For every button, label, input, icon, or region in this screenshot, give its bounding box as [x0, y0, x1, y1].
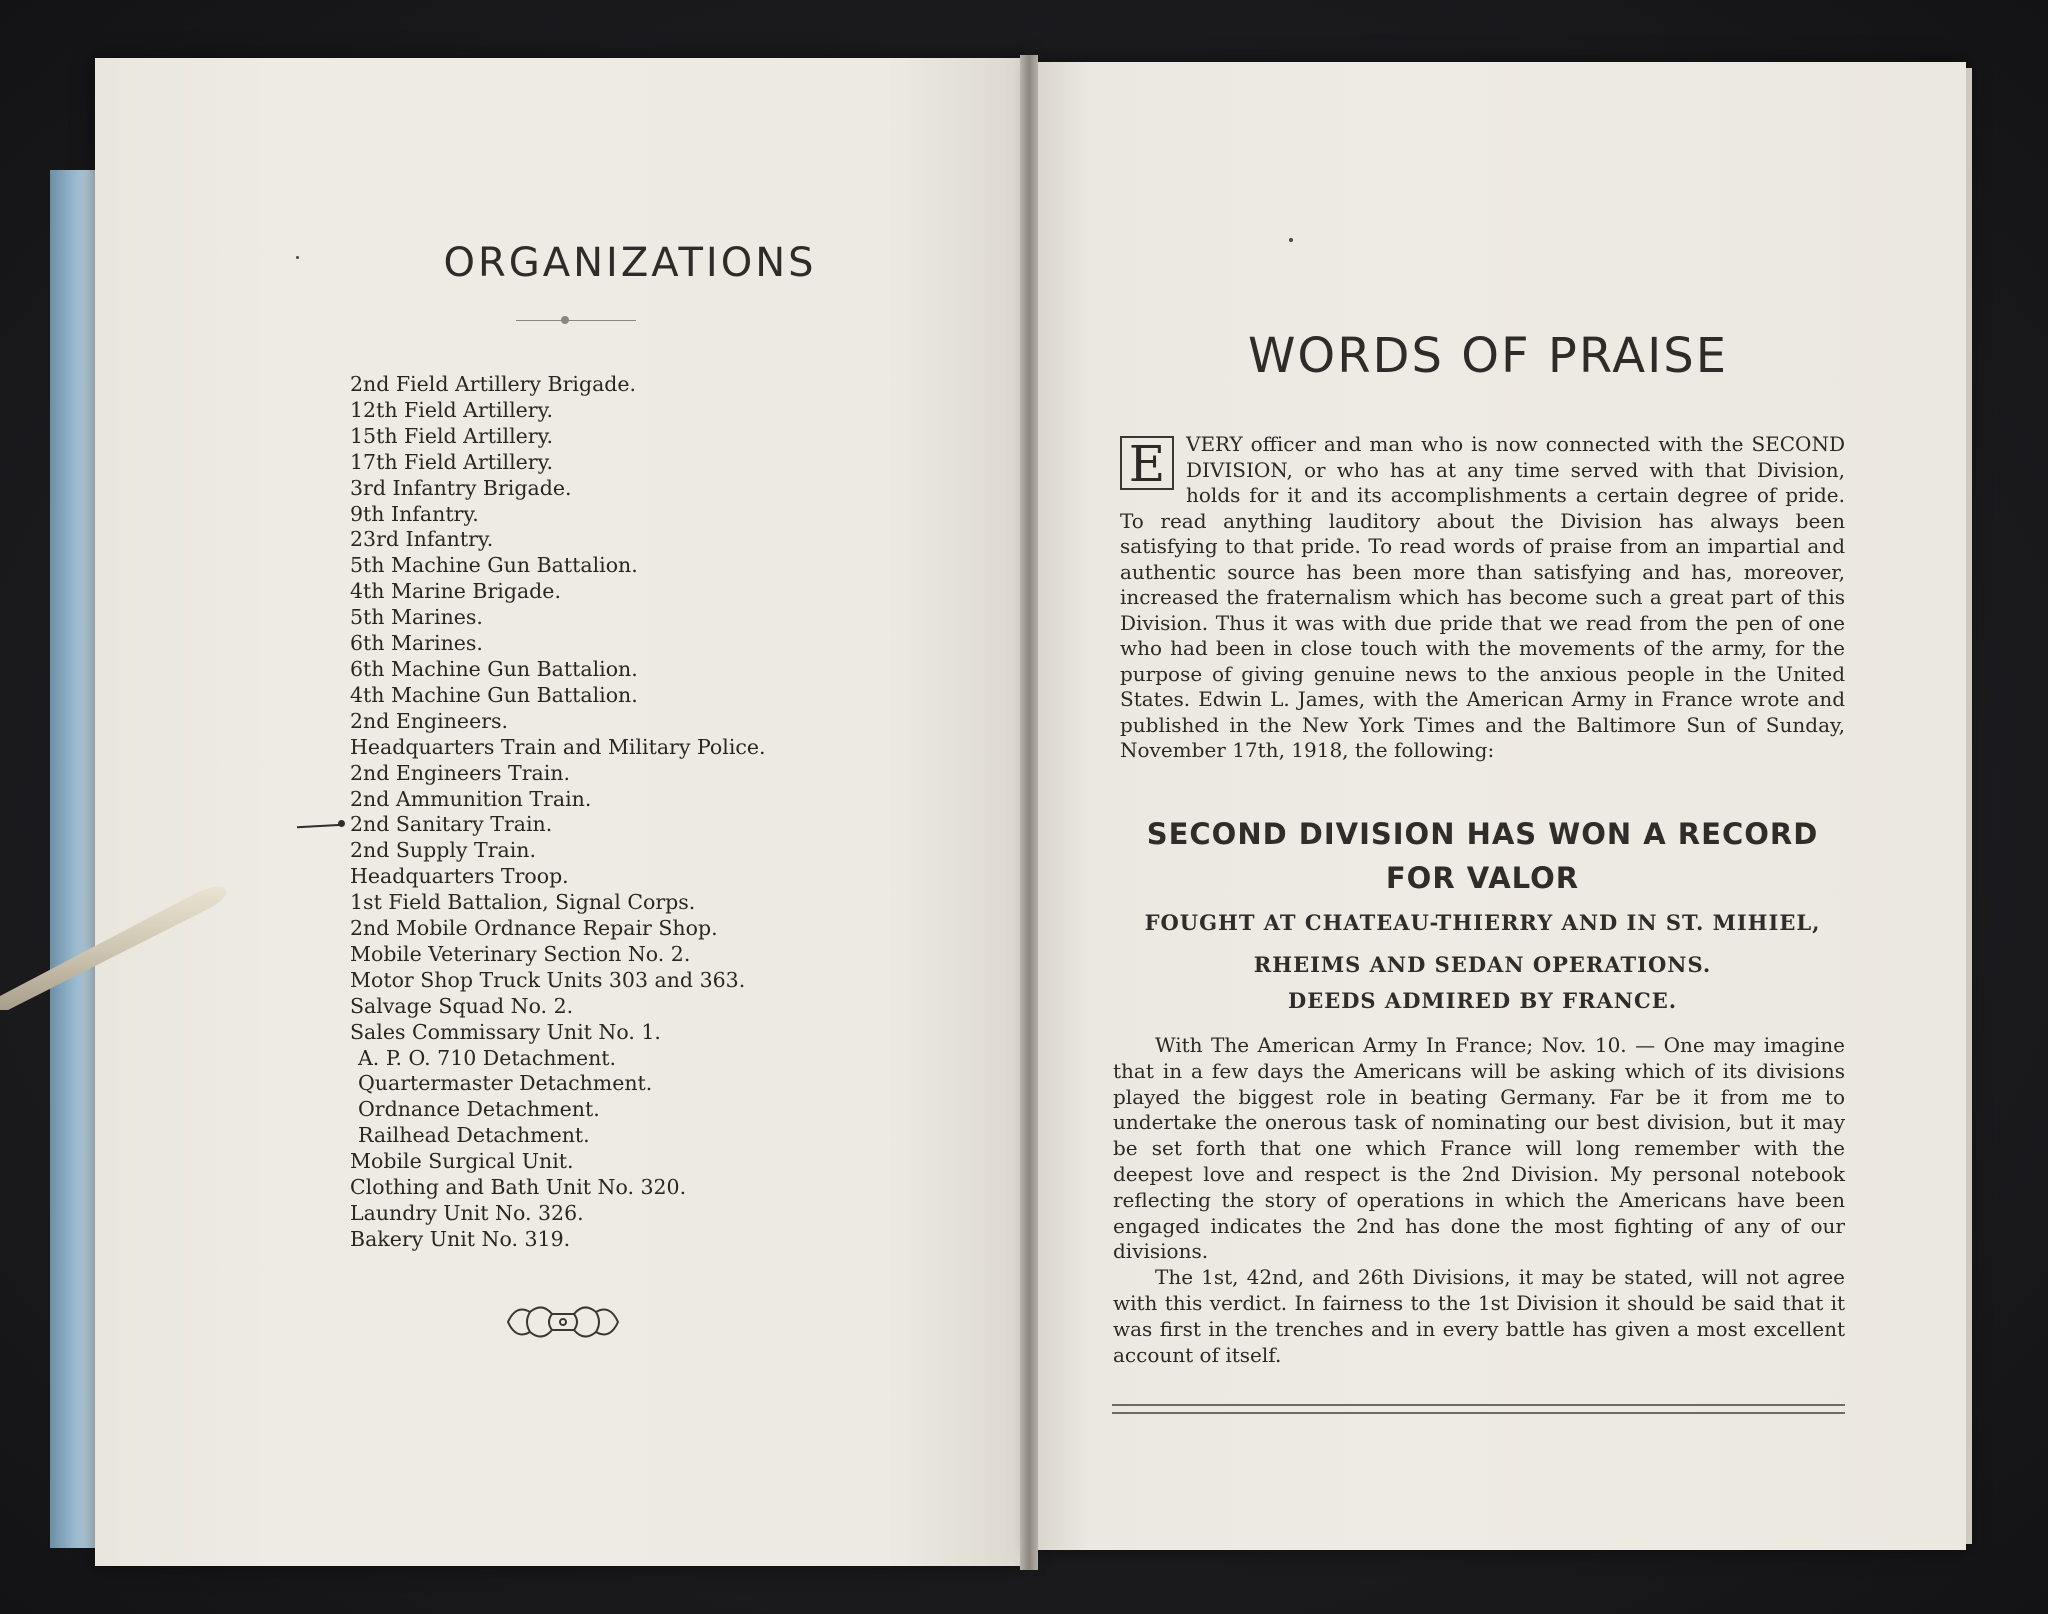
- article-subhead-2: DEEDS ADMIRED BY FRANCE.: [1287, 988, 1678, 1013]
- title-divider-dot: [561, 316, 569, 324]
- words-of-praise-title: WORDS OF PRAISE: [1247, 328, 1729, 384]
- organizations-title: ORGANIZATIONS: [443, 240, 817, 286]
- pointer-stick: [0, 880, 240, 1010]
- organization-item: 6th Machine Gun Battalion.: [350, 656, 638, 681]
- organization-item: 6th Marines.: [350, 631, 483, 656]
- organization-item: 2nd Mobile Ordnance Repair Shop.: [350, 916, 718, 941]
- article-paragraph: With The American Army In France; Nov. 10. — One may imagine that in a few days the Americans will be asking which of its divisions played the biggest role in beating Germany. Far be it from me to undertake the onerous task of nominating our best division, but it may be set forth that one which France will long remember with the deepest love and respect is the 2nd Division. My personal notebook reflecting the story of operations in which the Americans have been engaged indicates the 2nd has done the most fighting of any of our divisions.: [1113, 1033, 1845, 1264]
- intro-text: VERY officer and man who is now connected with the SECOND DIVISION, or who has at any time served with that Division, holds for it and its accomplishments a certain degree of pride. To read anything lauditory about the Division has always been satisfying to that pride. To read words of praise from an impartial and authentic source has been more than satisfying and has, moreover, increased the fraternalism which has become such a great part of this Division. Thus it was with due pride that we read from the pen of one who had been in close touch with the movements of the army, for the purpose of giving genuine news to the anxious people in the United States. Edwin L. James, with the American Army in France wrote and published in the New York Times and the Baltimore Sun of Sunday, November 17th, 1918, the following:: [1120, 432, 1845, 762]
- title-divider: [516, 320, 636, 321]
- organization-item: Quartermaster Detachment.: [358, 1071, 653, 1096]
- organization-item: 4th Machine Gun Battalion.: [350, 682, 638, 707]
- paper-speck: [1289, 238, 1293, 242]
- drop-cap: E: [1120, 436, 1174, 490]
- article-headline: SECOND DIVISION HAS WON A RECORD FOR VALOR: [1146, 817, 1819, 895]
- organization-item: Headquarters Train and Military Police.: [350, 734, 766, 759]
- organization-item: 5th Machine Gun Battalion.: [350, 553, 638, 578]
- organization-item: 12th Field Artillery.: [350, 397, 553, 422]
- organization-item: 23rd Infantry.: [350, 527, 494, 552]
- organization-item: Sales Commissary Unit No. 1.: [350, 1019, 661, 1044]
- organization-item: Mobile Veterinary Section No. 2.: [350, 941, 691, 966]
- organization-item: Ordnance Detachment.: [358, 1097, 600, 1122]
- organization-item: Clothing and Bath Unit No. 320.: [350, 1175, 687, 1200]
- organization-item: 2nd Engineers Train.: [350, 760, 571, 785]
- organization-item: 9th Infantry.: [350, 501, 479, 526]
- article-body: [1113, 1033, 1845, 1368]
- organization-item: 17th Field Artillery.: [350, 449, 553, 474]
- book-gutter: [1020, 55, 1038, 1570]
- organization-item: 4th Marine Brigade.: [350, 579, 561, 604]
- organization-item: 2nd Supply Train.: [350, 838, 537, 863]
- intro-paragraph: [1120, 432, 1845, 764]
- pen-mark-dot: [338, 820, 345, 827]
- article-subhead: FOUGHT AT CHATEAU-THIERRY AND IN ST. MIHIEL, RHEIMS AND SEDAN OPERATIONS.: [1144, 910, 1821, 977]
- article-paragraph: The 1st, 42nd, and 26th Divisions, it may be stated, will not agree with this verdict. In fairness to the 1st Division it should be said that it was first in the trenches and in every battle has given a most excellent account of itself.: [1113, 1265, 1845, 1367]
- organization-item: Motor Shop Truck Units 303 and 363.: [350, 967, 746, 992]
- organization-item: Laundry Unit No. 326.: [350, 1201, 584, 1225]
- cover-edge: [50, 170, 96, 1548]
- organization-item: 2nd Field Artillery Brigade.: [350, 372, 637, 396]
- page-stack-edge: [1966, 68, 1972, 1544]
- organization-item: 2nd Ammunition Train.: [350, 786, 592, 811]
- organization-item: 2nd Engineers.: [350, 708, 509, 733]
- organization-item: Headquarters Troop.: [350, 864, 569, 889]
- organization-item: 3rd Infantry Brigade.: [350, 475, 572, 500]
- organization-item: A. P. O. 710 Detachment.: [358, 1045, 617, 1070]
- organization-item: 1st Field Battalion, Signal Corps.: [350, 890, 696, 915]
- end-rule: [1112, 1404, 1845, 1414]
- paper-speck: [296, 256, 299, 259]
- organization-item: 15th Field Artillery.: [350, 423, 553, 448]
- organization-item: Bakery Unit No. 319.: [350, 1226, 571, 1251]
- organizations-list: [350, 372, 766, 1253]
- organization-item: 5th Marines.: [350, 605, 483, 630]
- organization-item: Railhead Detachment.: [358, 1123, 590, 1148]
- organization-item: 2nd Sanitary Train.: [350, 812, 553, 837]
- floral-ornament-icon: [502, 1296, 624, 1348]
- organization-item: Mobile Surgical Unit.: [350, 1149, 574, 1174]
- organization-item: Salvage Squad No. 2.: [350, 993, 574, 1018]
